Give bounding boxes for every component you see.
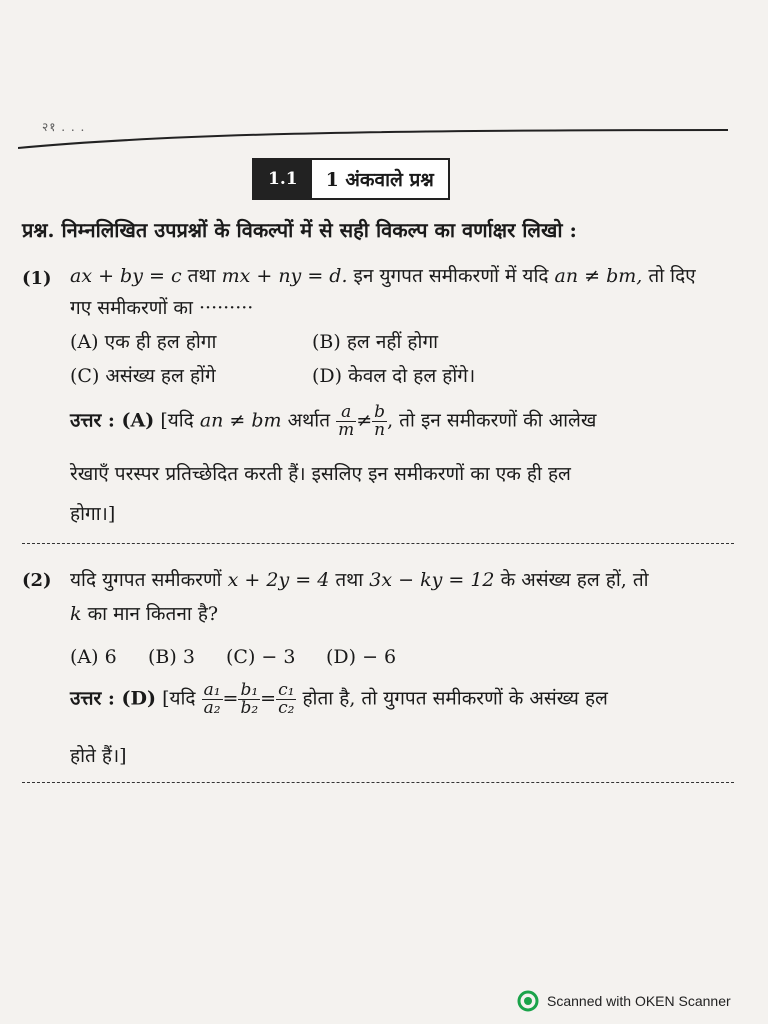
q2-equation-1: x + 2y = 4 [227, 569, 330, 591]
q2-answer-line-1 [70, 682, 608, 717]
q1-answer-line-1 [70, 404, 596, 439]
header-rule [18, 128, 728, 150]
q1-text: इन युगपत समीकरणों में यदि [353, 265, 549, 287]
q2-equation-2: 3x − ky = 12 [369, 569, 495, 591]
instruction-text: प्रश्न. निम्नलिखित उपप्रश्नों के विकल्पों में से सही विकल्प का वर्णाक्षर लिखो : [22, 218, 577, 242]
question-1-line-1 [70, 262, 696, 288]
q2-variable-k: k [70, 603, 82, 625]
q2-answer-label: उत्तर : (D) [70, 687, 157, 710]
q2-text-end: के असंख्य हल हों, तो [500, 569, 649, 591]
q2-option-b: (B) 3 [148, 646, 195, 668]
section-title: 1 अंकवाले प्रश्न [325, 169, 434, 191]
oken-scanner-icon [517, 990, 539, 1012]
scanner-watermark [517, 990, 731, 1012]
page-mark: २१ . . . [42, 120, 86, 134]
q1-option-a: (A) एक ही हल होगा [70, 331, 217, 353]
q2-text-pre: यदि युगपत समीकरणों [70, 569, 222, 591]
scanner-text: Scanned with OKEN Scanner [547, 993, 731, 1009]
question-1-line-2: गए समीकरणों का ········· [70, 297, 254, 319]
q1-answer-post: , तो इन समीकरणों की आलेख [387, 409, 597, 432]
q1-conjunction: तथा [187, 265, 216, 287]
q1-answer-mid: अर्थात [287, 409, 331, 432]
not-equal-sign: ≠ [356, 409, 373, 432]
q1-condition: an ≠ bm, [554, 265, 643, 287]
equals-sign-1: = [222, 687, 239, 710]
q1-answer-condition: an ≠ bm [199, 409, 282, 432]
q1-text-end: तो दिए [648, 265, 696, 287]
q1-option-d: (D) केवल दो हल होंगे। [312, 365, 476, 387]
q2-conjunction: तथा [335, 569, 364, 591]
section-number: 1.1 [254, 160, 312, 198]
q2-option-a: (A) 6 [70, 646, 117, 668]
equals-sign-2: = [260, 687, 277, 710]
fraction-b1-over-b2: $\frac{\text{b₁}}{\text{b₂}}$ [240, 680, 259, 718]
dashed-divider-2 [22, 782, 734, 783]
q1-equation-2: mx + ny = d. [221, 265, 348, 287]
q2-option-c: (C) − 3 [226, 646, 296, 668]
q2-answer-post: होता है, तो युगपत समीकरणों के असंख्य हल [302, 687, 608, 710]
fraction-b-over-n: $\frac{b}{n}$ [374, 402, 386, 440]
q1-equation-1: ax + by = c [70, 265, 182, 287]
question-2-line-1 [70, 566, 649, 592]
q1-option-b: (B) हल नहीं होगा [312, 331, 439, 353]
dashed-divider-1 [22, 543, 734, 544]
fraction-a-over-m: $\frac{a}{m}$ [338, 402, 355, 440]
question-2-number: (2) [22, 570, 52, 591]
q2-answer-line-2: होते हैं।] [70, 745, 127, 767]
q2-answer-pre: [यदि [162, 687, 196, 710]
q1-answer-pre: [यदि [160, 409, 194, 432]
fraction-c1-over-c2: $\frac{\text{c₁}}{\text{c₂}}$ [278, 680, 295, 718]
q1-answer-label: उत्तर : (A) [70, 409, 155, 432]
fraction-a1-over-a2: $\frac{\text{a₁}}{\text{a₂}}$ [203, 680, 221, 718]
section-heading [252, 158, 450, 200]
question-1-number: (1) [22, 268, 52, 289]
q1-answer-line-3: होगा।] [70, 503, 116, 525]
q2-text: का मान कितना है? [87, 603, 219, 625]
question-2-line-2 [70, 600, 218, 626]
q1-answer-line-2: रेखाएँ परस्पर प्रतिच्छेदित करती हैं। इसलिए इन समीकरणों का एक ही हल [70, 463, 571, 485]
q1-option-c: (C) असंख्य हल होंगे [70, 365, 216, 387]
q2-option-d: (D) − 6 [326, 646, 397, 668]
